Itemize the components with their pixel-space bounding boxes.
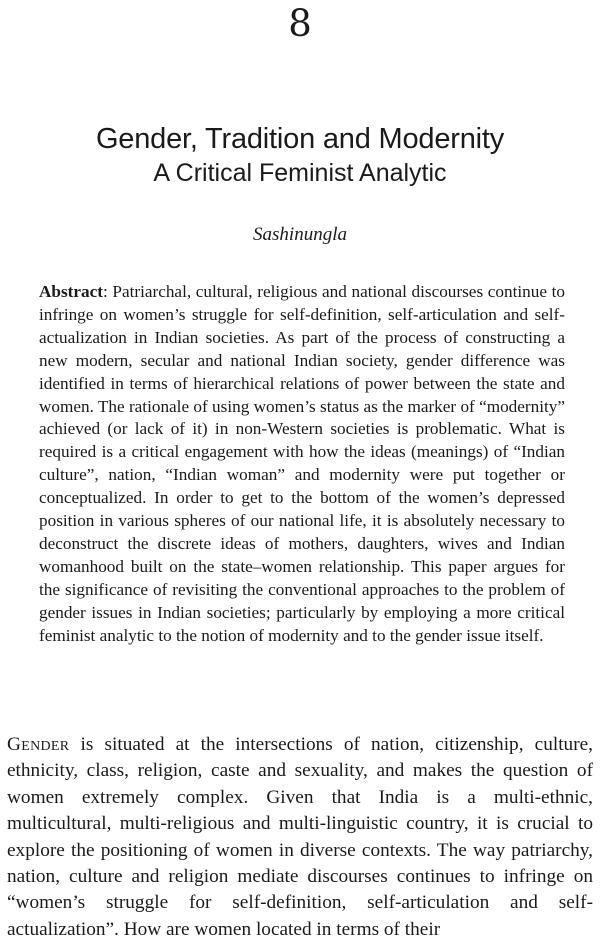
body-text: is situated at the intersections of nation, citizenship, culture, ethnicity, class, religion, caste and sexuality, and makes the question of women extremely complex. Given that India is a multi-ethnic, multicultural, multi-religious and multi-linguistic country, it is crucial to explore the positioning of women in diverse contexts. The way patriarchy, nation, culture and religion mediate discourses continues to infringe on “women’s struggle for self-definition, self-articulation and self-actualization”. How are women located in terms of their [7,734,593,940]
chapter-subtitle: A Critical Feminist Analytic [153,159,447,187]
body-paragraph [7,732,593,943]
body-lead-word: Gender [7,734,70,755]
abstract-text: : Patriarchal, cultural, religious and national discourses continue to infringe on women’s struggle for self-definition, self-articulation and self-actualization in Indian societies. As part of the process of constructing a new modern, secular and national Indian society, gender difference was identified in terms of hierarchical relations of power between the state and women. The rationale of using women’s status as the marker of “modernity” achieved (or lack of it) in non-Western societies is problematic. What is required is a critical engagement with how the ideas (meanings) of “Indian culture”, nation, “Indian woman” and modernity were put together or conceptualized. In order to get to the bottom of the women’s depressed position in various spheres of our national life, it is absolutely necessary to deconstruct the discrete ideas of mothers, daughters, wives and Indian womanhood built on the state–women relationship. This paper argues for the significance of revisiting the conventional approaches to the problem of gender issues in Indian societies; particularly by employing a more critical feminist analytic to the notion of modernity and to the gender issue itself. [39,282,565,645]
abstract-paragraph [39,281,565,648]
chapter-title: Gender, Tradition and Modernity [95,123,505,155]
abstract-label: Abstract [39,282,103,301]
chapter-number: 8 [288,2,312,45]
author-name: Sashinungla [253,224,347,245]
